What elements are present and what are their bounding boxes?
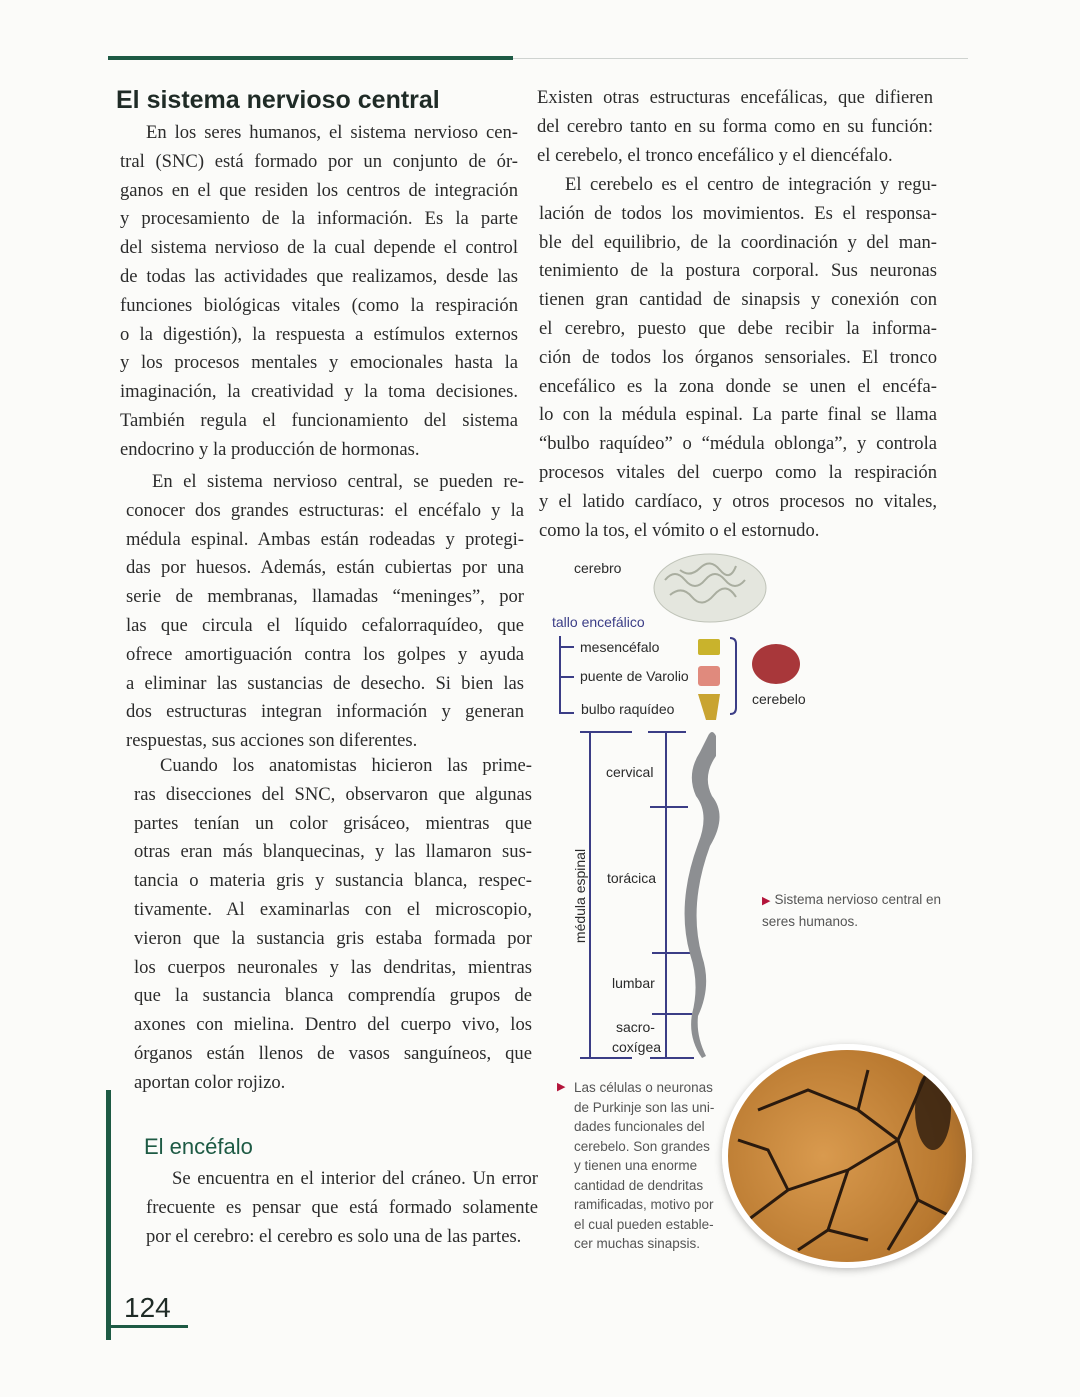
- text-line: aportan color rojizo.: [134, 1071, 286, 1093]
- text-line: que la sustancia blanca comprendía grupos de: [134, 985, 532, 1007]
- caption-line: cer muchas sinapsis.: [574, 1236, 701, 1251]
- caption-line: ramificadas, motivo por: [574, 1197, 714, 1212]
- text-line: ras disecciones del SNC, observaron que algunas: [134, 783, 532, 805]
- bulbo-shape: [698, 694, 720, 720]
- text-line: del sistema nervioso de la cual depende el control: [120, 237, 518, 259]
- left-p2: [126, 468, 524, 756]
- purkinje-caption: [558, 1078, 728, 1254]
- text-line: Existen otras estructuras encefálicas, que difieren: [537, 87, 933, 108]
- text-line: En los seres humanos, el sistema nervioso cen-: [146, 122, 518, 143]
- text-line: y procesamiento de la información. Es la parte: [120, 208, 518, 230]
- text-line: ofrece amortiguación contra los golpes y ayuda: [126, 643, 524, 665]
- text-line: Cuando los anatomistas hicieron las prime-: [160, 755, 532, 776]
- page-number: 124: [124, 1292, 171, 1323]
- brain-icon: [654, 554, 766, 622]
- caption-line: cantidad de dendritas: [574, 1177, 704, 1193]
- text-line: frecuente es pensar que está formado solamente: [146, 1196, 538, 1218]
- label-medula: médula espinal: [572, 848, 588, 944]
- label-cerebro: cerebro: [574, 560, 622, 576]
- text-line: el cerebelo, el tronco encefálico y el diencéfalo.: [537, 144, 893, 166]
- text-line: Se encuentra en el interior del cráneo. Un error: [172, 1168, 538, 1189]
- top-rule: [108, 56, 513, 60]
- bullet-icon: ▶: [762, 895, 771, 907]
- text-line: otras eran más blanquecinas, y las llamaron sus-: [134, 841, 532, 863]
- text-line: a eliminar las sustancias de desecho. Si bien las: [126, 672, 524, 694]
- text-line: las que circula el líquido cefalorraquídeo, que: [126, 614, 524, 636]
- left-p3: [134, 752, 532, 1098]
- label-cerebelo: cerebelo: [752, 691, 806, 707]
- text-line: El cerebelo es el centro de integración y regu-: [565, 174, 937, 195]
- text-line: y los procesos mentales y emocionales hasta la: [120, 352, 518, 374]
- label-sacro2: coxígea: [612, 1039, 662, 1055]
- caption-line: cerebelo. Son grandes: [574, 1138, 710, 1154]
- mesencefalo-shape: [698, 639, 720, 655]
- text-line: los cuerpos neuronales y las dendritas, mientras: [134, 956, 532, 978]
- text-line: el cerebro, puesto que debe recibir la informa-: [539, 317, 937, 339]
- text-line: tenimiento de la postura corporal. Sus neuronas: [539, 260, 937, 282]
- text-line: También regula el funcionamiento del sistema: [120, 409, 518, 431]
- subsection-heading: El encéfalo: [144, 1134, 253, 1159]
- label-cervical: cervical: [606, 764, 654, 780]
- caption-line: Las células o neuronas: [574, 1080, 713, 1095]
- label-bulbo: bulbo raquídeo: [581, 701, 675, 717]
- text-line: o la digestión), la respuesta a estímulos externos: [120, 323, 518, 345]
- text-line: ganos en el que residen los centros de integración: [120, 179, 518, 201]
- caption-line: dades funcionales del: [574, 1119, 705, 1134]
- text-line: “bulbo raquídeo” o “médula oblonga”, y controla: [539, 433, 937, 455]
- text-line: médula espinal. Ambas están rodeadas y protegi-: [126, 528, 524, 550]
- text-line: En el sistema nervioso central, se pueden re-: [152, 471, 524, 492]
- text-line: axones con mielina. Dentro del cuerpo vivo, los: [134, 1014, 532, 1036]
- bullet-icon: ▶: [557, 1081, 566, 1093]
- section-heading: El sistema nervioso central: [116, 86, 440, 114]
- diagram-caption: ▶ Sistema nervioso central en seres humanos.: [762, 892, 942, 929]
- text-line: de todas las actividades que realizamos, desde las: [120, 265, 518, 287]
- label-sacro1: sacro-: [616, 1019, 655, 1035]
- text-line: procesos vitales del cuerpo como la respiración: [539, 461, 937, 483]
- label-lumbar: lumbar: [612, 975, 655, 991]
- label-toracica: torácica: [607, 870, 657, 886]
- page-number-rule: [110, 1325, 188, 1328]
- dendrites-image: [728, 1050, 966, 1262]
- text-line: vieron que la sustancia gris estaba formada por: [134, 927, 532, 949]
- text-line: encefálico es la zona donde se unen el encéfa-: [539, 375, 937, 397]
- text-line: respuestas, sus acciones son diferentes.: [126, 730, 418, 752]
- text-line: das por huesos. Además, están cubiertas por una: [126, 557, 524, 579]
- label-tallo: tallo encefálico: [552, 614, 645, 630]
- text-line: partes tenían un color grisáceo, mientras que: [134, 812, 532, 834]
- side-rule: [106, 1090, 111, 1340]
- text-line: tienen gran cantidad de sinapsis y conexión con: [539, 289, 937, 311]
- text-line: tral (SNC) está formado por un conjunto de ór-: [120, 150, 518, 172]
- text-line: órganos están llenos de vasos sanguíneos, que: [134, 1042, 532, 1064]
- caption-line: el cual pueden estable-: [574, 1216, 714, 1232]
- text-line: endocrino y la producción de hormonas.: [120, 438, 420, 460]
- text-line: ción de todos los órganos sensoriales. El tronco: [539, 346, 937, 368]
- text-line: como la tos, el vómito o el estornudo.: [539, 519, 820, 541]
- text-line: lación de todos los movimientos. Es el responsa-: [539, 202, 937, 224]
- caption-line: de Purkinje son las uni-: [574, 1099, 715, 1115]
- purkinje-photo: [722, 1044, 972, 1268]
- cerebelo-shape: [752, 644, 800, 684]
- right-p1: [537, 84, 933, 170]
- text-line: y el latido cardíaco, y otros procesos no vitales,: [539, 490, 937, 512]
- label-puente: puente de Varolio: [580, 668, 689, 684]
- text-line: dos estructuras integran información y generan: [126, 701, 524, 723]
- spinal-cord-shape: [685, 732, 720, 1058]
- left-p4: [146, 1165, 538, 1251]
- label-mesencefalo: mesencéfalo: [580, 639, 660, 655]
- text-line: tancia o materia gris y sustancia blanca, respec-: [134, 870, 532, 892]
- text-line: conocer dos grandes estructuras: el encéfalo y la: [126, 499, 524, 521]
- right-p2: [539, 171, 937, 545]
- caption-line: y tienen una enorme: [574, 1158, 698, 1173]
- left-p1: [120, 119, 518, 465]
- text-line: por el cerebro: el cerebro es solo una de las partes.: [146, 1225, 522, 1247]
- top-rule-thin: [513, 58, 968, 59]
- text-line: lo con la médula espinal. La parte final se llama: [539, 404, 937, 426]
- text-line: ble del equilibrio, de la coordinación y del man-: [539, 231, 937, 253]
- text-line: serie de membranas, llamadas “meninges”, por: [126, 586, 524, 608]
- text-line: tivamente. Al examinarlas con el microscopio,: [134, 898, 532, 920]
- text-line: funciones biológicas vitales (como la respiración: [120, 294, 518, 316]
- puente-shape: [698, 666, 720, 686]
- text-line: imaginación, la creatividad y la toma decisiones.: [120, 381, 518, 403]
- text-line: del cerebro tanto en su forma como en su función:: [537, 115, 933, 137]
